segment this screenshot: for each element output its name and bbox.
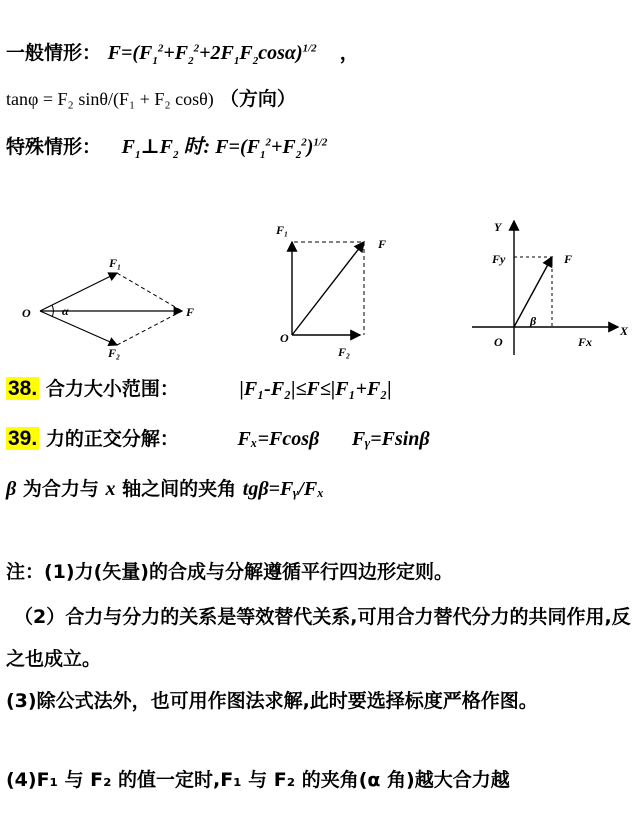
item-number: 38. — [8, 377, 38, 400]
f-label: F — [564, 252, 573, 266]
beta-text2: 轴之间的夹角 — [122, 478, 237, 500]
item-label: 合力大小范围： — [45, 378, 179, 400]
tan-line — [6, 84, 296, 111]
f2-label: F₂ — [108, 346, 121, 360]
general-formula: $F=(F_1^2+F_2^2+2F_1F_2\cos\alpha)^{1/2}$ — [107, 42, 317, 67]
fy-label: Fy — [492, 252, 506, 266]
dashed-side — [117, 273, 182, 311]
f1-label: F₁ — [276, 223, 289, 237]
general-comma: ， — [339, 42, 359, 64]
special-case-line — [6, 130, 327, 159]
x-symbol: x — [105, 478, 116, 500]
note-1: 注：(1)力(矢量)的合成与分解遵循平行四边形定则。 — [6, 561, 453, 583]
fx-label: Fx — [578, 335, 593, 349]
origin-label: O — [494, 335, 503, 349]
origin-label: O — [22, 306, 31, 320]
beta-text: 为合力与 — [22, 478, 99, 500]
tan-note: （方向） — [219, 88, 296, 110]
item-formula: Fᵧ=Fsinβ — [351, 428, 430, 450]
beta-label: β — [530, 314, 537, 328]
item-label: 力的正交分解： — [45, 428, 179, 450]
item-formula: |F₁-F₂|≤F≤|F₁+F₂| — [239, 378, 392, 400]
origin-label: O — [280, 331, 289, 345]
y-axis-label: Y — [494, 220, 502, 234]
note-2: （2）合力与分力的关系是等效替代关系,可用合力替代分力的共同作用,反之也成立。 — [6, 606, 631, 670]
special-case-label: 特殊情形： — [6, 136, 102, 158]
resultant-vector — [292, 242, 364, 335]
dashed-side — [117, 311, 182, 345]
item-38 — [6, 374, 392, 401]
alpha-label: α — [62, 304, 69, 318]
item-39 — [6, 424, 430, 451]
item-formula: Fₓ=Fcosβ — [237, 428, 320, 450]
orthogonal-figure — [468, 215, 633, 365]
f1-label: F₁ — [109, 256, 122, 270]
general-case-label: 一般情形： — [6, 42, 102, 64]
note-4: (4)F₁ 与 F₂ 的值一定时,F₁ 与 F₂ 的夹角(α 角)越大合力越 — [6, 769, 510, 791]
note-3: (3)除公式法外，也可用作图法求解,此时要选择标度严格作图。 — [6, 690, 538, 712]
tg-formula: tgβ=Fᵧ/Fₓ — [242, 478, 325, 500]
f-label: F — [378, 237, 387, 251]
f-label: F — [186, 305, 195, 319]
special-formula: $F=(F_1^2+F_2^2)^{1/2}$ — [215, 136, 328, 161]
f2-vector — [40, 311, 117, 345]
general-case-line — [6, 38, 359, 65]
tan-formula: tanφ = F₂ sinθ/(F₁ + F₂ cosθ) — [6, 89, 214, 109]
item-number: 39. — [8, 427, 38, 450]
rectangle-figure — [270, 220, 410, 365]
parallelogram-figure — [10, 245, 210, 365]
x-axis-label: X — [620, 324, 629, 338]
beta-line — [6, 474, 324, 501]
special-condition: $F_1\perp F_2$ 时: — [121, 136, 216, 161]
beta-symbol: β — [6, 478, 17, 500]
f1-vector — [40, 273, 117, 311]
f2-label: F₂ — [338, 345, 351, 359]
